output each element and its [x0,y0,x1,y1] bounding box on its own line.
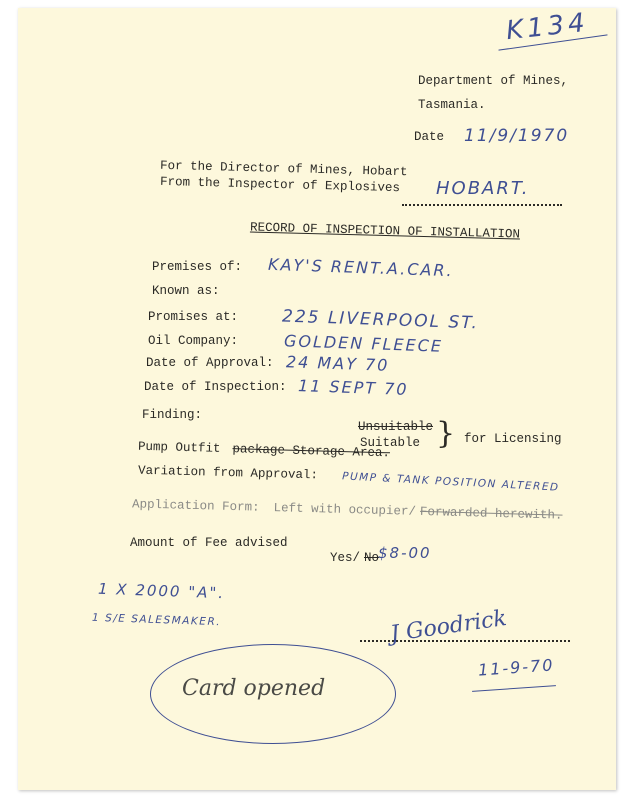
signature: J Goodrick [388,605,509,648]
card-opened-text: Card opened [182,676,326,701]
finding-label: Finding: [142,408,203,422]
pump-outfit-prefix: Pump Outfit [137,439,221,456]
document-page [18,8,616,790]
date-value: 11/9/1970 [464,126,570,146]
department-line-2: Tasmania. [418,98,486,112]
premises-label: Premises of: [152,260,243,274]
variation-value: PUMP & TANK POSITION ALTERED [341,470,560,494]
fee-no: No [364,551,380,565]
routing-from-line: From the Inspector of Explosives [159,174,401,196]
finding-brace: } [436,416,456,451]
variation-label: Variation from Approval: [137,463,319,483]
premises-at-value: 225 LIVERPOOL ST. [281,306,480,334]
inspection-date-value: 11 SEPT 70 [297,376,409,399]
approval-date-value: 24 MAY 70 [285,352,390,375]
finding-purpose: for Licensing [464,432,562,446]
fee-yes-no [330,548,379,566]
signature-date: 11-9-70 [477,655,556,680]
known-as-label: Known as: [152,284,220,298]
premises-at-label: Promises at: [148,310,239,324]
from-dots [402,204,562,206]
from-value: HOBART. [436,178,530,199]
application-line [132,494,563,523]
oil-company-label: Oil Company: [148,334,239,348]
date-label: Date [414,130,445,144]
fee-value: $8-00 [378,544,432,562]
finding-unsuitable: Unsuitable [358,420,434,434]
note-line-1: 1 X 2000 "A". [97,579,226,603]
fee-label: Amount of Fee advised [130,536,288,550]
oil-company-value: GOLDEN FLEECE [283,331,444,356]
routing-for-line: For the Director of Mines, Hobart [159,158,408,180]
pump-outfit-struck: package Storage Area. [232,442,391,461]
application-label: Application Form: [131,497,260,515]
finding-suitable: Suitable [360,436,421,450]
approval-date-label: Date of Approval: [146,356,274,370]
record-title: RECORD OF INSPECTION OF INSTALLATION [249,220,521,242]
signature-date-underline [472,685,556,692]
inspection-date-label: Date of Inspection: [144,380,287,394]
reference-number: K134 [504,8,591,47]
application-left-text: Left with occupier/ [273,501,417,519]
fee-yes: Yes/ [330,551,361,565]
application-struck: Forwarded herewith. [419,504,563,523]
pump-outfit-line [138,437,390,462]
note-line-2: 1 S/E SALESMAKER. [91,611,222,629]
premises-value: KAY'S RENT.A.CAR. [267,254,454,281]
department-line-1: Department of Mines, [418,74,569,88]
